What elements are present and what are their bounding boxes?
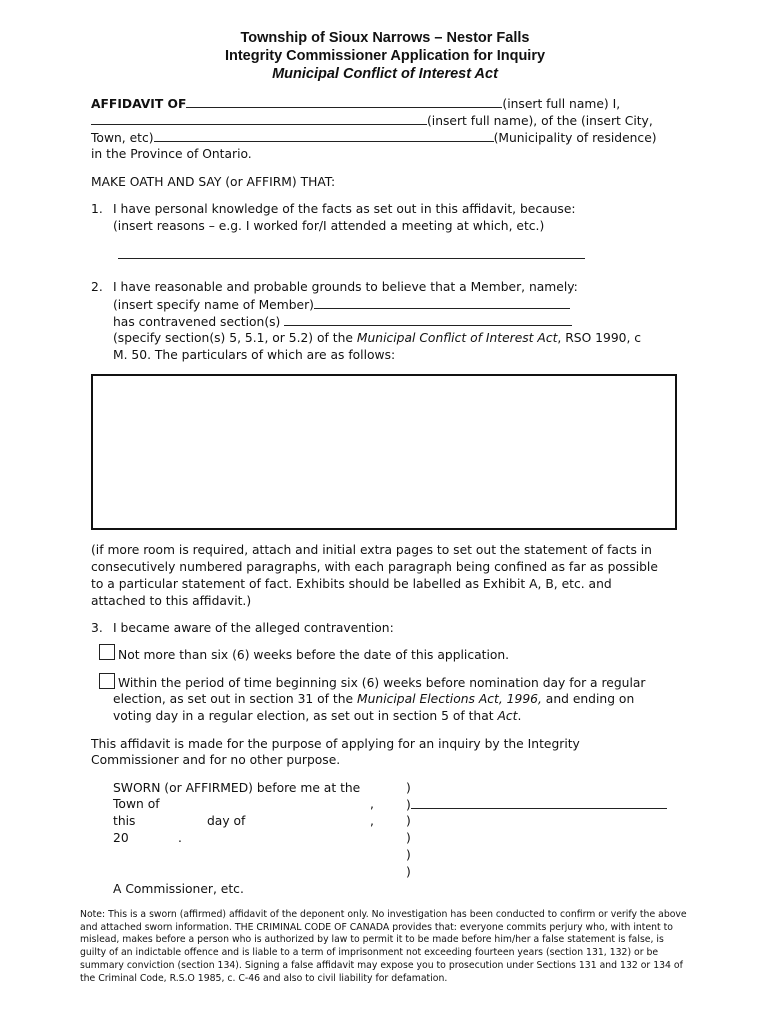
member-name-hint: (insert specify name of Member)	[113, 298, 314, 312]
commissioner-label: A Commissioner, etc.	[113, 882, 244, 896]
act-reference: Act	[497, 709, 518, 723]
mcia-reference: Municipal Conflict of Interest Act	[356, 331, 558, 345]
paren-1: )	[406, 781, 411, 795]
item2-number: 2.	[91, 280, 103, 294]
item2-line-5: M. 50. The particulars of which are as follows:	[113, 348, 396, 362]
item3-text: I became aware of the alleged contravention:	[113, 621, 394, 635]
sworn-comma-1: ,	[370, 797, 374, 811]
purpose-line-1: This affidavit is made for the purpose of applying for an inquiry by the Integrity	[91, 737, 580, 751]
purpose-line-2: Commissioner and for no other purpose.	[91, 753, 341, 767]
item2-line-4-text: (specify section(s) 5, 5.1, or 5.2) of the	[113, 331, 357, 345]
item1-line-2: (insert reasons – e.g. I worked for/I attended a meeting at which, etc.)	[113, 219, 545, 233]
option-nomination-checkbox[interactable]	[99, 673, 115, 689]
option-nomination-line-2-text: election, as set out in section 31 of the	[113, 692, 358, 706]
municipality-hint: (Municipality of residence)	[493, 131, 657, 145]
item1-line-1: I have personal knowledge of the facts as set out in this affidavit, because:	[113, 202, 576, 216]
sections-hint: has contravened section(s)	[113, 315, 281, 329]
member-name-field[interactable]	[314, 296, 570, 309]
sworn-town-label: Town of	[113, 797, 160, 811]
option-nomination-line-1: Within the period of time beginning six (6) weeks before nomination day for a regular	[118, 676, 646, 690]
affidavit-line-1	[91, 95, 620, 113]
sworn-day-of-label: day of	[207, 814, 246, 828]
oath-heading: MAKE OATH AND SAY (or AFFIRM) THAT:	[91, 175, 336, 189]
header-township: Township of Sioux Narrows – Nestor Falls	[240, 30, 530, 46]
full-name-hint: (insert full name) I,	[502, 97, 621, 111]
option-nomination-line-2-end: and ending on	[541, 692, 635, 706]
deponent-signature-field[interactable]	[411, 796, 667, 809]
option-six-weeks-checkbox[interactable]	[99, 644, 115, 660]
affidavit-line-2	[91, 112, 653, 130]
item2-line-1: I have reasonable and probable grounds to believe that a Member, namely:	[113, 280, 578, 294]
affidavit-line-3	[91, 129, 657, 147]
sworn-this-label: this	[113, 814, 136, 828]
sworn-year-label: 20	[113, 831, 129, 845]
header-application: Integrity Commissioner Application for Inquiry	[224, 48, 546, 64]
option-nomination-line-3-text: voting day in a regular election, as set out in section 5 of that	[113, 709, 498, 723]
city-hint: (insert full name), of the (insert City,	[427, 114, 653, 128]
more-room-line-4: attached to this affidavit.)	[91, 594, 252, 608]
option-nomination-line-2	[113, 691, 634, 708]
option-nomination-line-3	[113, 708, 521, 725]
town-hint: Town, etc)	[91, 131, 154, 145]
full-name-field[interactable]	[186, 95, 502, 108]
item2-line-2	[113, 296, 570, 314]
more-room-line-1: (if more room is required, attach and initial extra pages to set out the statement of facts in	[91, 543, 652, 557]
reasons-field[interactable]	[118, 258, 585, 259]
sworn-comma-2: ,	[370, 814, 374, 828]
paren-5: )	[406, 848, 411, 862]
paren-2	[406, 796, 667, 814]
sworn-period: .	[178, 831, 182, 845]
affidavit-label: AFFIDAVIT OF	[91, 97, 187, 111]
item3-number: 3.	[91, 621, 103, 635]
item1-number: 1.	[91, 202, 103, 216]
particulars-textbox[interactable]	[91, 374, 677, 530]
perjury-note: Note: This is a sworn (affirmed) affidavit of the deponent only. No investigation has been conducted to confirm or verify the above and attached sworn information. THE CRIMINAL CODE OF CANADA provides that: everyone commits perjury who, with intent to mislead, makes before a person who is authorized by law to permit it to be made before him/her a false statement is false, is guilty of an indictable offence and is liable to a term of imprisonment not exceeding fourteen years (section 131, 132) or be summary conviction (section 134). Signing a false affidavit may expose you to prosecution under Sections 131 and 132 or 134 of the Criminal Code, R.S.O 1985, c. C-46 and also to civil liability for defamation.	[80, 909, 687, 984]
item2-line-4	[113, 330, 641, 347]
header-act: Municipal Conflict of Interest Act	[272, 66, 498, 82]
more-room-line-2: consecutively numbered paragraphs, with each paragraph being confined as far as possible	[91, 560, 658, 574]
paren-4: )	[406, 831, 411, 845]
item2-line-4-end: , RSO 1990, c	[557, 331, 642, 345]
option-six-weeks-label: Not more than six (6) weeks before the date of this application.	[118, 648, 510, 662]
item2-line-3	[113, 313, 572, 331]
paren-6: )	[406, 865, 411, 879]
option-nomination-line-3-end: .	[517, 709, 522, 723]
municipality-field[interactable]	[154, 129, 494, 142]
paren-2-char: )	[406, 798, 411, 812]
mea-reference: Municipal Elections Act, 1996,	[357, 692, 542, 706]
sections-field[interactable]	[284, 313, 572, 326]
province-line: in the Province of Ontario.	[91, 147, 252, 161]
more-room-line-3: to a particular statement of fact. Exhibits should be labelled as Exhibit A, B, etc. and	[91, 577, 612, 591]
full-name-field-2[interactable]	[91, 112, 427, 125]
paren-3: )	[406, 814, 411, 828]
sworn-line-1: SWORN (or AFFIRMED) before me at the	[113, 781, 361, 795]
